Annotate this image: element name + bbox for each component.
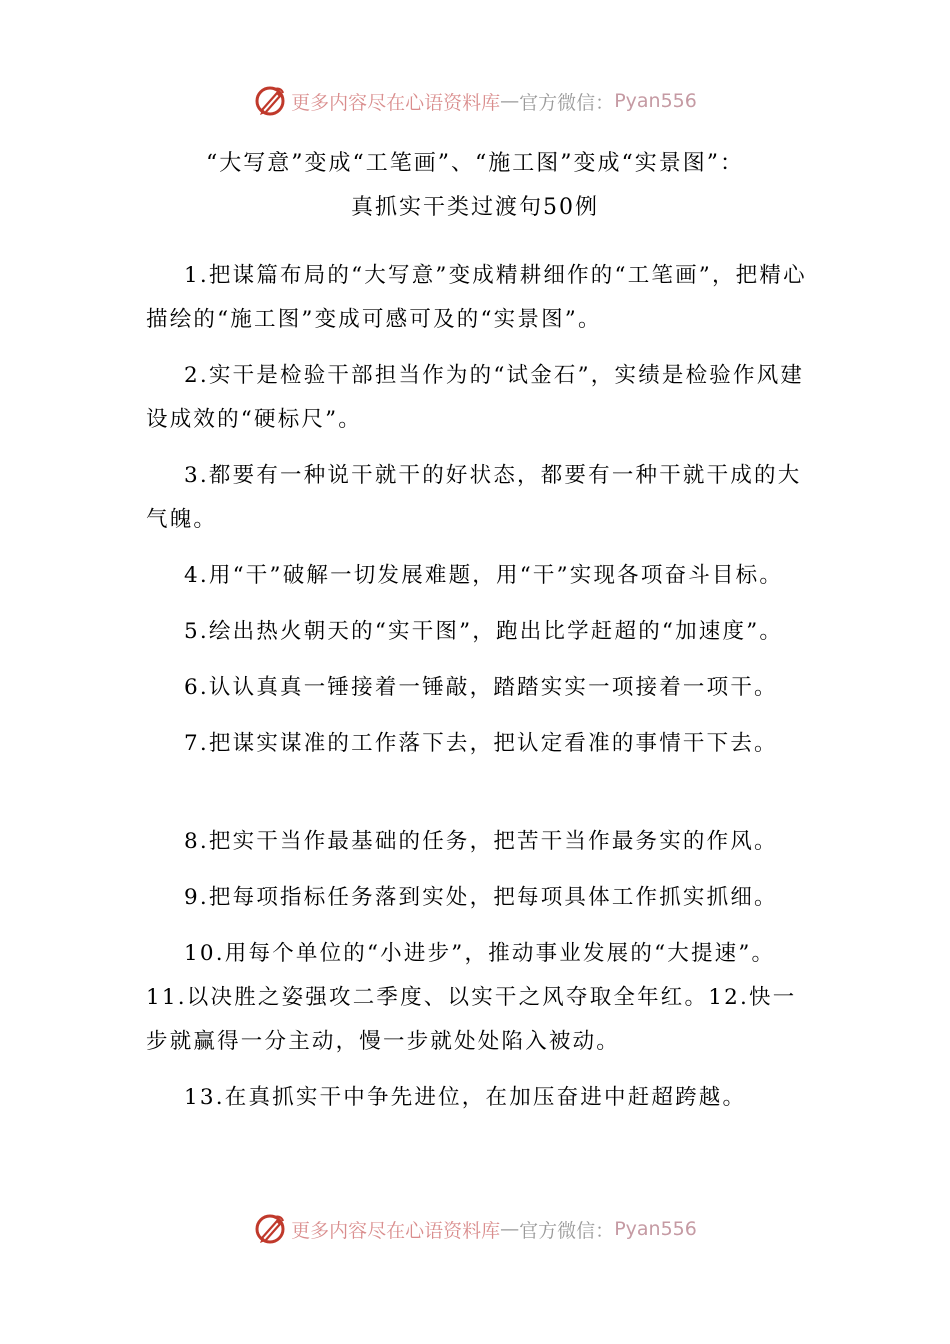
paragraph-12: 12.快一步就赢得一分主动，慢一步就处处陷入被动。 [146,985,797,1054]
paragraph-10: 10.用每个单位的“小进步”，推动事业发展的“大提速”。 [184,941,776,966]
paragraph-5: 5.绘出热火朝天的“实干图”，跑出比学赶超的“加速度”。 [184,619,784,644]
watermark-top [0,84,950,118]
paragraph-11: 11.以决胜之姿强攻二季度、以实干之风夺取全年红。 [146,985,709,1010]
paragraph-4: 4.用“干”破解一切发展难题，用“干”实现各项奋斗目标。 [184,563,784,588]
document-title-line-2: 真抓实干类过渡句50例 [351,195,599,220]
paragraph-1: 1.把谋篇布局的“大写意”变成精耕细作的“工笔画”，把精心描绘的“施工图”变成可感可及的“实景图”。 [146,263,807,332]
watermark-wechat-id: Pyan556 [614,1218,697,1240]
pen-logo-icon [253,1212,287,1246]
paragraph-7: 7.把谋实谋准的工作落下去，把认定看准的事情干下去。 [184,731,778,756]
paragraph-13: 13.在真抓实干中争先进位，在加压奋进中赶超跨越。 [184,1085,747,1110]
paragraph-6: 6.认认真真一锤接着一锤敲，踏踏实实一项接着一项干。 [184,675,778,700]
document-title-line-1: “大写意”变成“工笔画”、“施工图”变成“实景图”： [206,151,744,176]
paragraph-2: 2.实干是检验干部担当作为的“试金石”，实绩是检验作风建设成效的“硬标尺”。 [146,363,805,432]
paragraph-9: 9.把每项指标任务落到实处，把每项具体工作抓实抓细。 [184,885,778,910]
watermark-separator: — [500,90,520,112]
watermark-text: 更多内容尽在心语资料库 [291,91,501,114]
watermark-wechat-label: 官方微信： [519,1219,615,1242]
paragraph-10-12 [146,932,816,1064]
watermark-wechat-id: Pyan556 [614,90,697,112]
paragraph-3: 3.都要有一种说干就干的好状态，都要有一种干就干成的大气魄。 [146,463,802,532]
pen-logo-icon [253,84,287,118]
watermark-bottom [0,1212,950,1246]
watermark-text: 更多内容尽在心语资料库 [291,1219,501,1242]
document-body [146,254,816,1132]
paragraph-8: 8.把实干当作最基础的任务，把苦干当作最务实的作风。 [184,829,778,854]
watermark-wechat-label: 官方微信： [519,91,615,114]
watermark-separator: — [500,1218,520,1240]
